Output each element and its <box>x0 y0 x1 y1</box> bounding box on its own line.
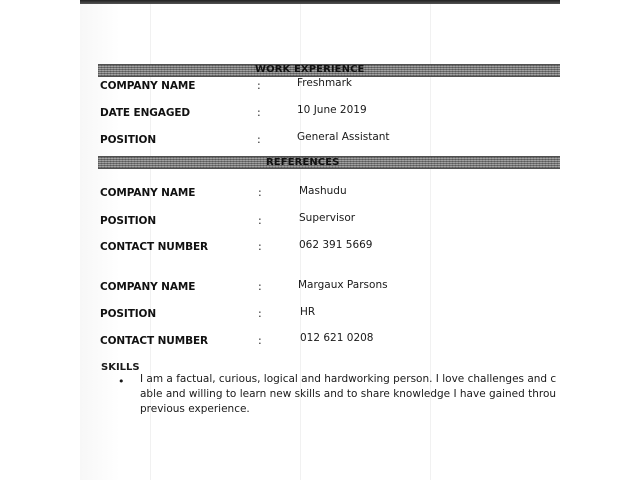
company-name-label: COMPANY NAME <box>100 80 196 92</box>
ref2-contact-number-value: 012 621 0208 <box>300 332 374 344</box>
ref2-contact-number-label: CONTACT NUMBER <box>100 335 209 347</box>
skills-heading: SKILLS <box>101 362 140 373</box>
company-name-value: Freshmark <box>297 77 353 89</box>
ref2-position-label: POSITION <box>100 308 157 320</box>
ref2-company-name-value: Margaux Parsons <box>298 279 388 291</box>
colon: : <box>258 307 262 320</box>
colon: : <box>258 186 262 199</box>
position-value: General Assistant <box>297 131 390 143</box>
bullet-icon: • <box>118 375 125 388</box>
ref2-company-name-label: COMPANY NAME <box>100 281 196 293</box>
ref1-contact-number-value: 062 391 5669 <box>299 239 373 251</box>
ref2-position-value: HR <box>300 306 316 318</box>
skills-text-line: previous experience. <box>140 403 250 415</box>
date-engaged-label: DATE ENGAGED <box>100 107 191 119</box>
colon: : <box>258 214 262 227</box>
colon: : <box>258 334 262 347</box>
ref1-position-label: POSITION <box>100 215 157 227</box>
skills-text-line: I am a factual, curious, logical and hardworking person. I love challenges and c <box>140 373 557 385</box>
ref1-company-name-label: COMPANY NAME <box>100 187 196 199</box>
colon: : <box>258 240 262 253</box>
position-label: POSITION <box>100 134 157 146</box>
colon: : <box>257 133 261 146</box>
work-experience-heading: WORK EXPERIENCE <box>255 64 365 75</box>
colon: : <box>257 79 261 92</box>
ref1-company-name-value: Mashudu <box>299 185 347 197</box>
skills-text-line: able and willing to learn new skills and to share knowledge I have gained throu <box>140 388 557 400</box>
references-heading: REFERENCES <box>266 157 340 168</box>
colon: : <box>257 106 261 119</box>
ref1-contact-number-label: CONTACT NUMBER <box>100 241 209 253</box>
colon: : <box>258 280 262 293</box>
ref1-position-value: Supervisor <box>299 212 356 224</box>
date-engaged-value: 10 June 2019 <box>297 104 367 116</box>
